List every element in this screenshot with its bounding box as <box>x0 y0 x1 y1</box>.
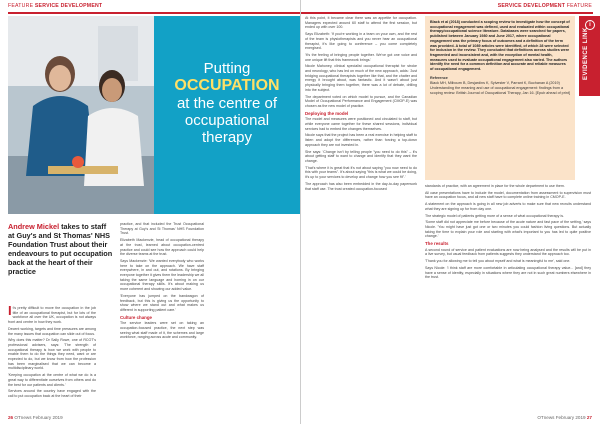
paragraph: Services around the country have engaged with the call to put occupation back at the heart of their <box>8 389 96 398</box>
evidence-summary: Black et al (2018) conducted a scoping review to investigate how the concept of occupational engagement was defined, used and evaluated within occupational therapy/occupational science literature. Databases were searched for papers, published between January 1980 and June 2017, where occupational engagement was the primary focus of outcomes and a definition of the term was provided. A total of 1089 articles were identified, of which 28 were selected for inclusion in the review. They concluded that definitions across studies were fragmented and inconsistent and, with the exception of mental health, measures used to evaluate occupational engagement also varied. The authors identify the need for a common definition and accurate and reliable measures of occupational engagement. <box>430 20 570 72</box>
paragraph: 'That's where it is great that it's not about saying "you now need to do this with your teams". It's about saying "this is what we could be doing, it's up to your services to develop and change how you see fit".' <box>305 165 417 180</box>
left-page-number: 26 <box>8 415 14 420</box>
right-header-title: SERVICE DEVELOPMENT <box>497 3 566 9</box>
evidence-reference-heading: Reference <box>430 75 448 80</box>
paragraph: The approach has also been embedded in the day-to-day paperwork that staff use. The trust created occupation-focused <box>305 181 417 191</box>
subheading-deploying: Deploying the model <box>305 110 349 116</box>
right-publication: OTnews February 2019 <box>537 415 586 420</box>
left-header-title: SERVICE DEVELOPMENT <box>34 3 103 9</box>
paragraph: Nicole Mahoney, clinical specialist occupational therapist for stroke and neurology, who has led on much of the new approach, adds: 'Just bridging occupational therapists together like that, and the chatter and energy it brought about, was fantastic. And it wasn't about just physically bringing them together, there was a lot of debate, drilling into the subject. <box>305 64 417 92</box>
evidence-link-tab <box>579 16 600 96</box>
headline-line-4: occupational therapy <box>184 112 270 146</box>
hero-photo <box>8 16 154 214</box>
headline-line-2: OCCUPATION <box>174 77 280 94</box>
right-header-section: FEATURE <box>566 3 592 9</box>
left-column-1 <box>8 303 96 401</box>
paragraph: Nicole says that the project has been a real exercise in helping staff to listen and adopt the differences, rather than forcing a top-down approach they are not invested in. <box>305 133 417 147</box>
paragraph: A statement on the approach is going in all new job adverts to make sure that new recruits understand what they are signing up for from day one. <box>425 202 591 211</box>
paragraph: It's pretty difficult to move the occupation in the job title of an occupational therapist, but for lots of the workforce all over the UK, occupation is not always front and centre in how they work. <box>8 303 96 325</box>
subheading-culture-change: Culture change <box>120 314 152 320</box>
paragraph: 'Some staff did not appreciate me before because of the acute nature and fast pace of the setting,' says Nicole. 'You might have just got one or two minutes you could fashion living questions. But actually taking the time to explain your role and starting with what's important to you has led to quite positive change.' <box>425 220 591 239</box>
paragraph: 'Keeping occupation at the centre of what we do is a great way to differentiate ourselves from others and do the best for our patients and clients.' <box>8 373 96 387</box>
paragraph: The strategic model of patients getting more of a sense of what occupational therapy is. <box>425 213 565 218</box>
paragraph: Elizabeth Mackenzie, head of occupational therapy at the trust, learned about occupation-centred practice and could see how the approach could help the diverse teams at the trust. <box>120 238 204 257</box>
evidence-reference: Black MH, Milbourn B, Desjardins K, Sylvester V, Parrant K, Buchanan A (2019) Understanding the meaning and use of occupational engagement: findings from a scoping review. British Journal of Occupational Therapy, Jan 16. [Epub ahead of print] <box>430 81 570 95</box>
paragraph: standards of practice, with an agreement in place for the whole department to use them. <box>425 184 565 188</box>
headline-line-1: Putting <box>203 60 251 77</box>
subheading-results: The results <box>425 241 449 247</box>
standfirst-author: Andrew Mickel <box>8 222 60 231</box>
right-column-1 <box>305 16 417 193</box>
evidence-link-label: EVIDENCE LINK <box>583 27 589 80</box>
paragraph: At this point, it became clear there was an appetite for occupation. Managers expected around 60 staff to attend the first session, but ended up with over 100. <box>305 16 417 30</box>
right-page <box>300 0 600 424</box>
paragraph: The model and measures were positioned and circulated to staff, but while everyone came together for these shared sessions, individual services had to embed the changes themselves. <box>305 117 417 131</box>
paragraph: 'Thank you for allowing me to tell you about myself and what is meaningful to me', said one. <box>425 259 571 264</box>
paragraph: The department voted on which model to pursue, and the Canadian Model of Occupational Performance and Engagement (CMOP-E) was chosen as the new model of practice. <box>305 94 417 108</box>
paragraph: practice, and that included the Trust Occupational Therapy at Guy's and St Thomas' NHS Foundation Trust. <box>120 222 204 236</box>
left-header <box>8 3 102 9</box>
left-publication: OTnews February 2019 <box>14 415 63 420</box>
standfirst-text: takes to staff at Guy's and St Thomas' NHS Foundation Trust about their endeavours to put occupation back at the heart of their practice <box>8 222 113 276</box>
right-footer <box>537 415 592 420</box>
paragraph: Says Mackenzie: 'We wanted everybody who works here to take on the approach. We have staff everywhere, in and out, and rotations. By bringing everyone together it gives them the leadership we all taking the same language and homing in on our occupational therapy skills. It's about making us more coherent and showing our added value. <box>120 258 204 292</box>
paragraph: All case presentations have to include the model, documentation from assessment to supervision must have an occupation focus, and all new staff have to complete online training in CMOP-E. <box>425 190 591 200</box>
occupational-therapy-photo <box>8 16 154 214</box>
paragraph: She says: 'Change isn't by telling people "you need to do this" – it's about getting staff to want to change and identify that they want the change. <box>305 149 417 163</box>
paragraph: Decent working, targets and time pressures are among the many issues that occupation can slide out of focus. <box>8 326 96 336</box>
paragraph: 'Everyone has jumped on the bandwagon of feedback, but this is giving us the opportunity to show where we stand out and what makes us different in supporting patient care.' <box>120 293 204 312</box>
headline-line-3: at the centre of <box>176 95 278 112</box>
right-header-rule <box>301 12 593 14</box>
paragraph: 'It's the feeling of bringing people together. We've got one voice and one unique lift that this framework brings.' <box>305 52 417 62</box>
headline-panel <box>154 16 300 214</box>
right-header <box>498 3 592 9</box>
paragraph: Says Nicole: 'I think staff are more comfortable in articulating occupational therapy value... [and] they have a sense of identity, especially in situations where they are not in such great numbers elsewhere in the trust. <box>425 265 591 280</box>
left-header-rule <box>8 12 300 14</box>
right-column-2 <box>425 184 591 282</box>
paragraph: A second round of service and patient evaluations are now being analysed and the results will be put in a live survey, but usual feedback from patients suggests they understand the approach too. <box>425 247 591 257</box>
standfirst <box>8 222 114 276</box>
right-page-number: 27 <box>586 415 592 420</box>
paragraph: Says Elizabeth: 'If you're working in a team on your own, and the rest of the team is physiotherapists and you never hear an occupational therapist, it's like going to conference – you come completely energised. <box>305 32 417 51</box>
left-footer <box>8 415 63 420</box>
evidence-link-box <box>425 16 575 180</box>
info-icon: i <box>585 20 595 30</box>
left-header-section: FEATURE <box>8 3 34 9</box>
left-column-2 <box>120 222 204 342</box>
paragraph: The service leaders were set on taking an occupation-focused practice, the next step was seeing what staff made of it, the schemes and large workforce, ranging across acute and community. <box>120 321 204 340</box>
paragraph: Why does this matter? Dr Sally Rowe, one of RCOT's professional advisers, says: 'The strength of occupational therapy is how we work with people to enable them to do the things they need, want or are expected to do, but we know from how the profession has been marginalised that we can become a multidisciplinary world. <box>8 338 96 371</box>
